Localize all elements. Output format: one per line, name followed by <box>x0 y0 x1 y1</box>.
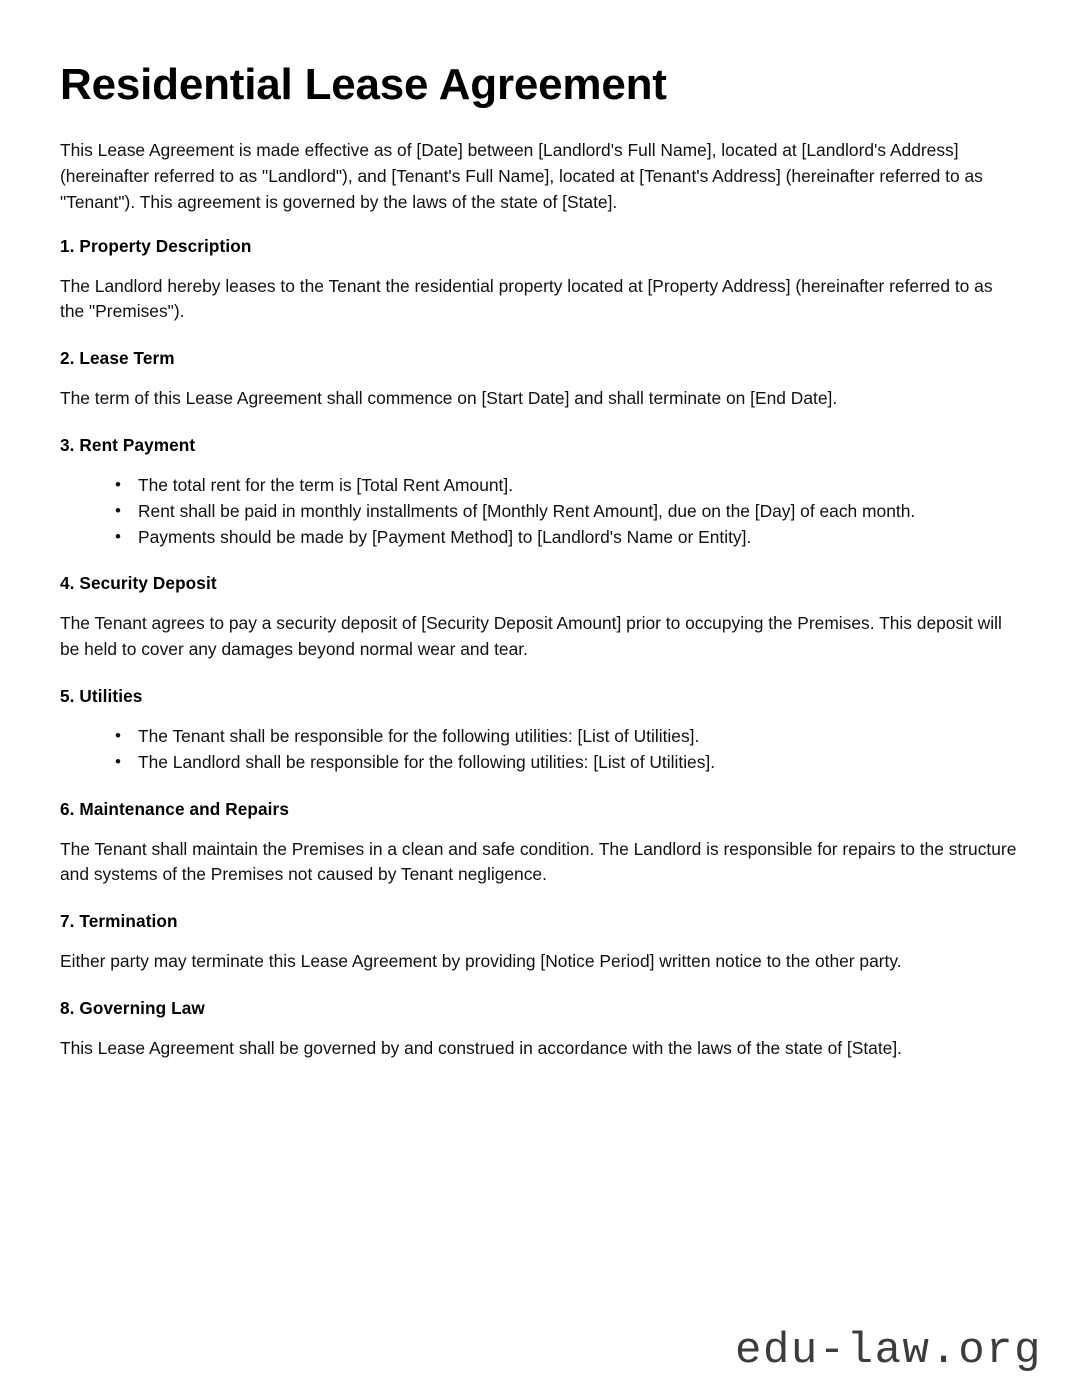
page-title: Residential Lease Agreement <box>60 60 667 109</box>
section-heading-termination: 7. Termination <box>60 911 178 932</box>
section-heading-maintenance-and-repairs: 6. Maintenance and Repairs <box>60 798 289 819</box>
site-watermark: edu-law.org <box>735 1326 1042 1376</box>
utilities-list <box>60 724 1018 776</box>
list-item: • Rent shall be paid in monthly installments of [Monthly Rent Amount], due on the [Day] of each month. <box>115 499 1018 525</box>
section-body-lease-term: The term of this Lease Agreement shall commence on [Start Date] and shall terminate on [End Date]. <box>60 388 838 409</box>
section-body-property-description: The Landlord hereby leases to the Tenant the residential property located at [Property Address] (hereinafter referred to as the "Premises"). <box>60 275 993 322</box>
intro-paragraph: This Lease Agreement is made effective as of [Date] between [Landlord's Full Name], located at [Landlord's Address] (hereinafter referred to as "Landlord"), and [Tenant's Full Name], located at [Tenant's Address] (hereinafter referred to as "Tenant"). This agreement is governed by the laws of the state of [State]. <box>60 140 983 212</box>
list-item: • The total rent for the term is [Total Rent Amount]. <box>115 473 1018 499</box>
section-body-maintenance-and-repairs: The Tenant shall maintain the Premises in a clean and safe condition. The Landlord is responsible for repairs to the structure and systems of the Premises not caused by Tenant negligence. <box>60 838 1017 885</box>
section-body-termination: Either party may terminate this Lease Agreement by providing [Notice Period] written notice to the other party. <box>60 951 902 972</box>
section-heading-utilities: 5. Utilities <box>60 685 143 706</box>
section-body-governing-law: This Lease Agreement shall be governed by and construed in accordance with the laws of the state of [State]. <box>60 1037 903 1058</box>
section-heading-property-description: 1. Property Description <box>60 235 252 256</box>
rent-payment-list <box>60 473 1018 550</box>
section-heading-lease-term: 2. Lease Term <box>60 348 175 369</box>
section-heading-security-deposit: 4. Security Deposit <box>60 573 217 594</box>
section-heading-governing-law: 8. Governing Law <box>60 997 205 1018</box>
section-body-security-deposit: The Tenant agrees to pay a security deposit of [Security Deposit Amount] prior to occupying the Premises. This deposit will be held to cover any damages beyond normal wear and tear. <box>60 613 1002 660</box>
list-item: • The Landlord shall be responsible for the following utilities: [List of Utilities]. <box>115 750 1018 776</box>
list-item: • Payments should be made by [Payment Method] to [Landlord's Name or Entity]. <box>115 525 1018 551</box>
section-heading-rent-payment: 3. Rent Payment <box>60 434 196 455</box>
list-item: • The Tenant shall be responsible for the following utilities: [List of Utilities]. <box>115 724 1018 750</box>
